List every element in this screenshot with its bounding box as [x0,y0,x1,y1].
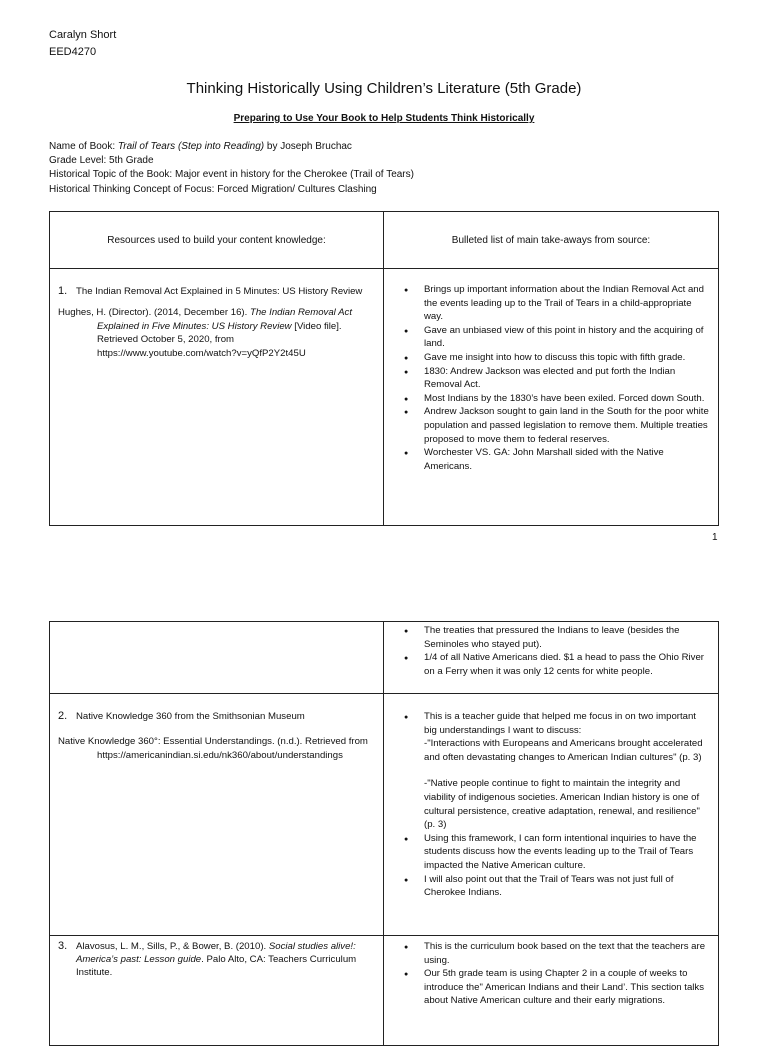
resources-table [49,211,719,526]
document-page-2 [0,560,768,1024]
source-3-takeaways [384,936,719,1046]
takeaway-list [384,624,718,678]
continued-takeaways [384,622,719,694]
table-row [50,269,719,526]
source-number: 1. [58,285,68,297]
list-item: ● 1830: Andrew Jackson was elected and put forth the Indian Removal Act. [424,365,710,392]
resources-header: Resources used to build your content knowledge: [50,212,384,269]
source-number: 3. [58,940,68,952]
document-title: Thinking Historically Using Children’s Literature (5th Grade) [186,80,582,97]
source-number: 2. [58,710,68,722]
list-item: ● Andrew Jackson sought to gain land in the South for the poor white population and passed legislation to remove them. Multiple treaties proposed to move them to federal reserves. [424,405,710,446]
list-item: ● Gave an unbiased view of this point in history and the acquiring of land. [424,324,710,351]
quote-2: -"Native people continue to fight to maintain the integrity and viability of indigenous societies. American Indian history is one of cultural persistence, creative adaptation, renewal, and resilience" (p. 3) [424,778,700,831]
author-name: Caralyn Short [49,29,117,41]
list-item: ● Gave me insight into how to discuss this topic with fifth grade. [424,351,710,365]
empty-source-cell [50,622,384,694]
table-header-row [50,212,719,269]
list-item: ● This is a teacher guide that helped me focus in on two important big understandings I want to discuss: -"Interactions with Europeans and Americans brought accelerated and often devastating changes to American Indian cultures" (p. 3) -"Native people continue to fight to maintain the integrity and viability of indigenous societies. American Indian history is one of cultural persistence, creative adaptation, renewal, and resilience" (p. 3) [424,710,710,832]
table-row [50,622,719,694]
list-item: ● Using this framework, I can form intentional inquiries to have the students discuss how the events leading up to the Trail of Tears impacted the Native American culture. [424,832,710,873]
source-title: Native Knowledge 360 from the Smithsonian Museum [76,711,305,722]
document-subtitle: Preparing to Use Your Book to Help Students Think Historically [233,113,535,124]
book-name-line: Name of Book: Trail of Tears (Step into Reading) by Joseph Bruchac [49,141,352,152]
table-row [50,936,719,1046]
source-citation: Hughes, H. (Director). (2014, December 16). The Indian Removal Act Explained in Five Minutes: US History Review [Video file]. Retrieved October 5, 2020, from https://www.youtube.com/watch?v=yQfP2Y2t45U [58,307,352,359]
course-code: EED4270 [49,46,97,58]
list-item: ● 1/4 of all Native Americans died. $1 a head to pass the Ohio River on a Ferry when it was only 12 cents for white people. [424,651,710,678]
resources-table-continued [49,621,719,1046]
source-title: The Indian Removal Act Explained in 5 Minutes: US History Review [76,286,363,297]
takeaway-list [384,283,718,473]
list-item: ● Worchester VS. GA: John Marshall sided with the Native Americans. [424,446,710,473]
list-item: ● The treaties that pressured the Indians to leave (besides the Seminoles who stayed put). [424,624,710,651]
takeaways-header: Bulleted list of main take-aways from source: [384,212,719,269]
grade-level: Grade Level: 5th Grade [49,155,154,167]
source-citation: Native Knowledge 360°: Essential Understandings. (n.d.). Retrieved from https://americanindian.si.edu/nk360/about/understandings [58,736,368,761]
list-item: ● Most Indians by the 1830’s have been exiled. Forced down South. [424,392,710,406]
source-1-cell [50,269,384,526]
list-item: ● Brings up important information about the Indian Removal Act and the events leading up to the Trail of Tears in a child-appropriate way. [424,283,710,324]
book-title: Trail of Tears (Step into Reading) [117,141,265,152]
source-2-cell [50,694,384,936]
table-row [50,694,719,936]
quote-1: -"Interactions with Europeans and Americans brought accelerated and often devastating changes to American Indian cultures" (p. 3) [424,738,703,763]
source-2-takeaways [384,694,719,936]
thinking-concept: Historical Thinking Concept of Focus: Forced Migration/ Cultures Clashing [49,183,377,195]
historical-topic: Historical Topic of the Book: Major event in history for the Cherokee (Trail of Tears) [49,169,414,181]
list-item: ● This is the curriculum book based on the text that the teachers are using. [424,940,710,967]
page-number: 1 [712,532,718,543]
source-citation: Alavosus, L. M., Sills, P., & Bower, B. (2010). Social studies alive!: America’s past: Lesson guide. Palo Alto, CA: Teachers Curriculum Institute. [76,941,357,978]
list-item: ● Our 5th grade team is using Chapter 2 in a couple of weeks to introduce the" American Indians and their Land’. This section talks about Native American culture and their early migrations. [424,967,710,1008]
book-info [49,140,414,197]
takeaway-list [384,940,718,1008]
takeaway-list [384,710,718,900]
source-1-takeaways [384,269,719,526]
source-3-cell [50,936,384,1046]
list-item: ● I will also point out that the Trail of Tears was not just full of Cherokee Indians. [424,873,710,900]
